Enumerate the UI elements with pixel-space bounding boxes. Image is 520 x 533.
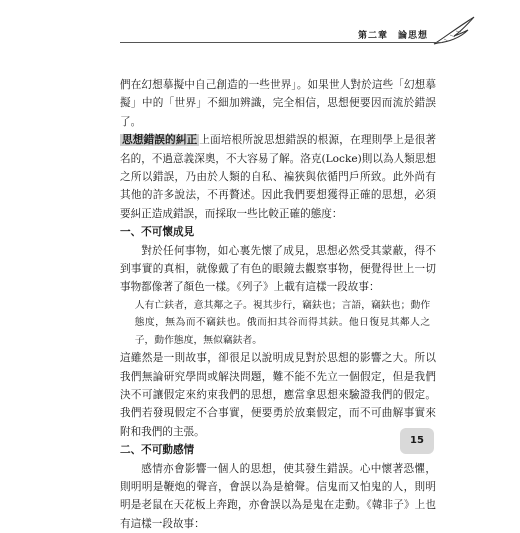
page-body <box>120 76 436 533</box>
running-header: 第二章 論思想 <box>357 31 428 41</box>
paragraph-4: 這雖然是一則故事，卻很足以說明成見對於思想的影響之大。所以我們無論研究學問或解決問題，難不能不先立一個假定，但是我們決不可讓假定來約束我們的思想，應當拿思想來驗證我們的假定。我們若發現假定不合事實，便要勇於放棄假定，而不可曲解事實來附和我們的主張。 <box>120 352 436 438</box>
page-number: 15 <box>400 428 434 454</box>
paragraph-5: 感情亦會影響一個人的思想，使其發生錯誤。心中懷著恐懼，則明明是鞭炮的聲音，會誤以為是槍聲。信鬼而又怕鬼的人，則明明是老鼠在天花板上奔跑，亦會誤以為是鬼在走動。《韓非子》上也有這樣一段故事： <box>120 462 436 530</box>
paragraph-2-text: 上面培根所說思想錯誤的根源，在理則學上是很著名的，不過意義深奧，不大容易了解。洛克(Locke)則以為人類思想之所以錯誤，乃由於人類的自私、褊狹與依循門戶所致。此外尚有其他的許多說法，不再贅述。因此我們要想獲得正確的思想，必須要糾正造成錯誤，而採取一些比較正確的態度： <box>120 134 437 220</box>
quoted-passage: 人有亡鈇者，意其鄰之子。視其步行，竊鈇也；言語，竊鈇也；動作態度，無為而不竊鈇也。俄而抇其谷而得其鈇。他日復見其鄰人之子，動作態度，無似竊鈇者。 <box>134 299 431 346</box>
header-rule <box>120 42 442 43</box>
paragraph-1: 們在幻想摹擬中自己創造的一些世界」。如果世人對於這些「幻想摹擬」中的「世界」不細加辨識，完全相信，思想便要因而流於錯誤了。 <box>120 79 436 128</box>
paragraph-3: 對於任何事物，如心裏先懷了成見，思想必然受其蒙蔽，得不到事實的真相，就像戴了有色的眼鏡去觀察事物，便覺得世上一切事物都像著了顏色一樣。《列子》上載有這樣一段故事： <box>120 244 436 294</box>
section-heading-1: 一、不可懷成見 <box>120 226 195 239</box>
section-heading-2: 二、不可動感情 <box>120 444 195 457</box>
paragraph-2 <box>120 131 436 223</box>
subsection-tag: 思想錯誤的糾正 <box>122 134 198 147</box>
